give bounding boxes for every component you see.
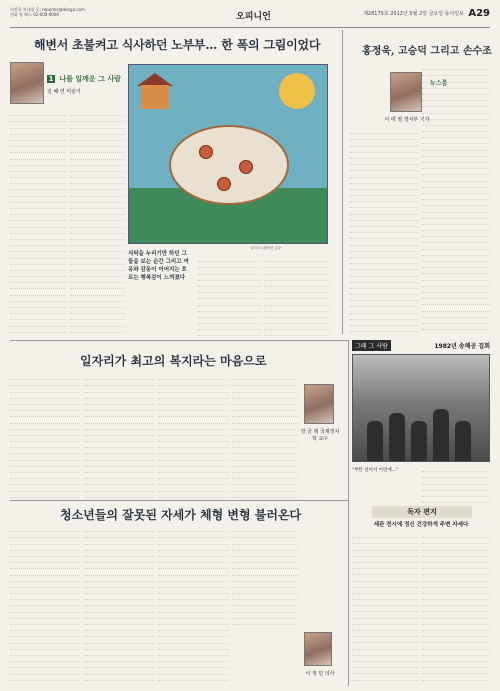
article-body-col-3 [198, 256, 260, 336]
section-divider [10, 340, 348, 341]
photo-story-body [422, 466, 490, 508]
column-divider [342, 30, 343, 334]
author-photo [10, 62, 44, 104]
author-photo [390, 72, 422, 112]
article-body-col-2 [70, 110, 124, 334]
contact-info [10, 7, 210, 17]
reader-letter-body-col-1 [352, 532, 418, 686]
article-body-col-3 [158, 374, 228, 498]
contact-line: 전화 및 팩스 02-000-0000 [10, 12, 59, 17]
archive-photo [352, 354, 490, 462]
article-headline: 일자리가 최고의 복지라는 마음으로 [80, 354, 267, 368]
article-body-col-1 [10, 374, 80, 498]
illustration-sun [279, 73, 315, 109]
article-body-col-4 [232, 526, 298, 630]
column-tag [47, 74, 121, 84]
masthead-bar [10, 6, 490, 28]
edition-info: 제28175호 2012년 5월 2일 금요일 동아일보 [363, 11, 464, 17]
pull-quote: 식탁을 누리기만 하던 그들을 보는 순간 그리고 여유와 감동이 이어지는 흐르는 행복감이 느껴졌다 [128, 251, 189, 281]
article-body-col-3 [158, 526, 228, 686]
photo-story-label: 그때 그 사람 [352, 340, 391, 351]
photo-quote: "부탄 실어서 어린애…" [352, 468, 399, 473]
photo-story-header [352, 340, 490, 352]
article-body-col-2 [422, 64, 490, 334]
photo-figure [411, 421, 427, 461]
illustration-caption: 일러스트레이션 김순 [250, 246, 282, 250]
column-number: 1 [48, 75, 54, 83]
photo-figure [389, 413, 405, 461]
photo-figure [455, 421, 471, 461]
article-headline: 청소년들의 잘못된 자세가 체형 변형 불러온다 [60, 508, 302, 522]
article-illustration [128, 64, 328, 244]
illustration-dish [199, 145, 213, 159]
illustration-house [141, 85, 169, 109]
article-headline: 홍정욱, 고승덕 그리고 손수조 [362, 46, 492, 57]
author-byline: 이 정 민 의사 [305, 671, 335, 677]
section-title: 오피니언 [236, 12, 271, 22]
author-photo [304, 384, 334, 424]
reader-letter-label: 독자 편지 [372, 506, 472, 518]
illustration-table [169, 125, 289, 205]
column-divider [348, 340, 349, 686]
column-name: 나를 일깨운 그 사람 [59, 75, 121, 83]
illustration-dish [239, 160, 253, 174]
article-headline: 해변서 초불켜고 식사하던 노부부… 한 폭의 그림이었다 [34, 38, 321, 52]
author-photo [304, 632, 332, 666]
page-number: A29 [468, 8, 490, 19]
section-divider [10, 500, 348, 501]
illustration-dish [217, 177, 231, 191]
article-body-col-2 [84, 526, 154, 686]
reader-letter-title: 세관 전시에 정신 건강하게 주변 자세다 [373, 522, 469, 528]
photo-figure [433, 409, 449, 461]
photo-figure [367, 421, 383, 461]
article-body-col-1 [10, 110, 66, 334]
article-body-col-1 [350, 128, 418, 334]
photo-story-title: 1982년 송해공 집회 [434, 343, 490, 350]
article-body-col-1 [10, 526, 80, 686]
author-byline: 장 금 래 국제정치학 교수 [300, 429, 340, 442]
article-body-col-4 [264, 256, 330, 336]
article-body-col-4 [232, 374, 298, 498]
author-byline: 이 태 영 정치부 기자 [384, 117, 430, 123]
article-body-col-2 [84, 374, 154, 498]
contact-line: 의견을 보내실 곳: reporter@donga.com [10, 7, 85, 12]
author-byline: 김 혜 연 미술가 [47, 89, 81, 95]
reader-letter-body-col-2 [422, 532, 490, 686]
column-tag: 뉴스룸 [430, 80, 448, 87]
